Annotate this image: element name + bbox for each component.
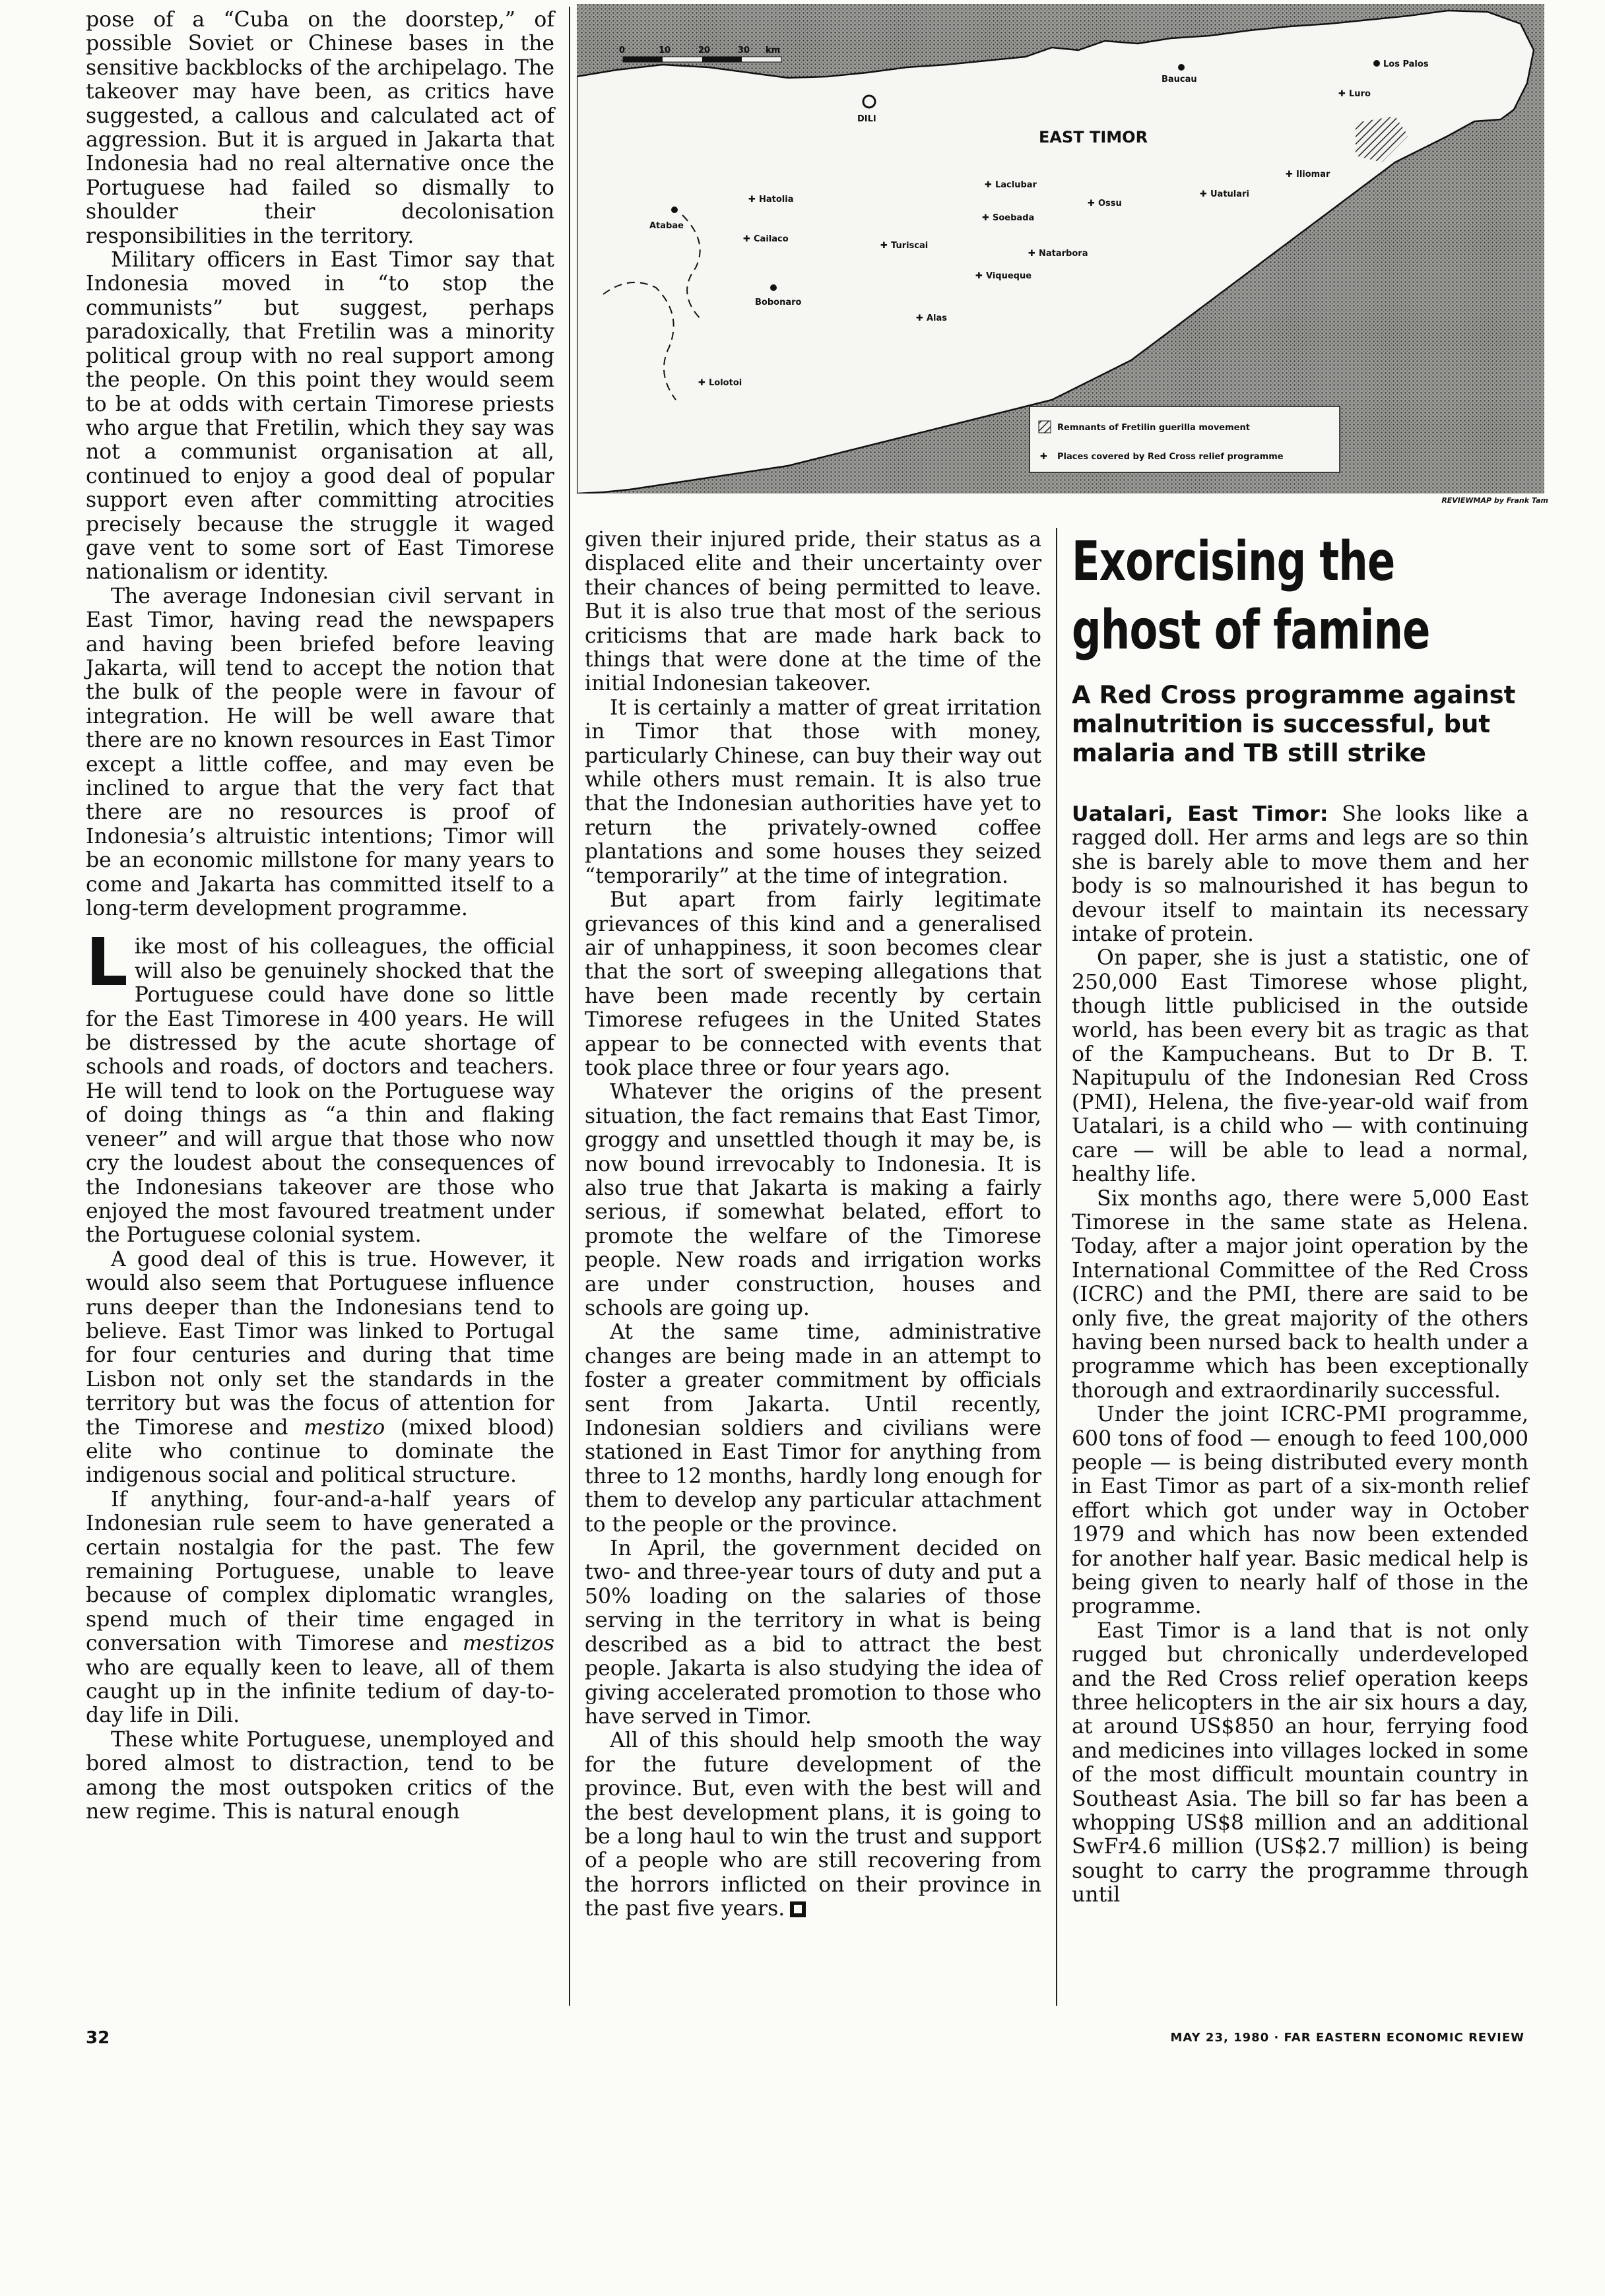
place-label: Viqueque xyxy=(986,271,1032,281)
page-number: 32 xyxy=(86,2028,110,2048)
place-label: Atabae xyxy=(649,221,684,231)
place-label: Hatolia xyxy=(759,195,794,205)
relief-cross-icon: ✚ xyxy=(743,234,750,244)
headline: Exorcising the ghost of famine xyxy=(1072,530,1430,662)
relief-cross-icon: ✚ xyxy=(880,241,888,251)
place-label: Bobonaro xyxy=(755,298,802,307)
paragraph: But apart from fairly legitimate grievances of this kind and a generalised air of unhappiness, it soon becomes clear that the sort of sweeping allegations that have been made recently by certain Timorese refugees in the United States appear to be connected with events that took place three or four years ago. xyxy=(585,888,1041,1080)
relief-cross-icon: ✚ xyxy=(916,313,923,323)
place-marker xyxy=(743,234,789,244)
map-legend xyxy=(1030,406,1340,472)
place-label: Cailaco xyxy=(754,234,789,244)
scale-tick: 0 xyxy=(619,46,626,55)
relief-cross-icon: ✚ xyxy=(1028,249,1035,259)
dek: A Red Cross programme against malnutrition is successful, but malaria and TB still strike xyxy=(1072,681,1516,767)
legend-label: Places covered by Red Cross relief programme xyxy=(1057,452,1284,462)
paragraph: In April, the government decided on two- and three-year tours of duty and put a 50% loading on the salaries of those serving in the territory in what is being described as a bid to attract the best people. Jakarta is also studying the idea of giving accelerated promotion to those who have served in Timor. xyxy=(585,1537,1041,1729)
place-label: Iliomar xyxy=(1296,170,1330,179)
relief-cross-icon: ✚ xyxy=(1338,89,1346,99)
place-marker xyxy=(698,378,742,388)
paragraph: On paper, she is just a statistic, one of 250,000 East Timorese whose plight, though little publicised in the outside world, has been every bit as tragic as that of the Kampucheans. But to Dr B. T. Napitupulu of the Indonesian Red Cross (PMI), Helena, the five-year-old waif from Uatalari, is a child who — with continuing care — will be able to lead a normal, healthy life. xyxy=(1072,946,1528,1187)
paragraph: pose of a “Cuba on the doorstep,” of possible Soviet or Chinese bases in the sensitive backblocks of the archipelago. The takeover may have been, as critics have suggested, a callous and calculated act of aggression. But it is argued in Jakarta that Indonesia had no real alternative once the Portuguese had failed so dismally to shoulder their decolonisation responsibilities in the territory. xyxy=(86,8,554,248)
place-label: Turiscai xyxy=(891,241,929,251)
place-label: Los Palos xyxy=(1383,59,1429,69)
paragraph: Whatever the origins of the present situation, the fact remains that East Timor, groggy and unsettled though it may be, is now bound irrevocably to Indonesia. It is also true that Jakarta is making a fairly serious, if somewhat belated, effort to promote the welfare of the Timorese people. New roads and irrigation works are under construction, houses and schools are going up. xyxy=(585,1080,1041,1320)
relief-cross-icon: ✚ xyxy=(975,271,983,281)
east-timor-map xyxy=(577,4,1544,494)
column-rule xyxy=(569,7,570,2006)
relief-cross-icon: ✚ xyxy=(1088,199,1095,208)
place-label: Lolotoi xyxy=(709,378,742,388)
place-marker xyxy=(748,195,793,205)
scale-tick: 30 xyxy=(738,46,750,55)
relief-cross-icon: ✚ xyxy=(982,213,989,223)
place-marker xyxy=(916,313,947,323)
map-region-label: EAST TIMOR xyxy=(1039,128,1148,146)
place-label: Soebada xyxy=(993,213,1035,223)
paragraph: These white Portuguese, unemployed and bored almost to distraction, tend to be among the most outspoken critics of the new regime. This is natural enough xyxy=(86,1727,554,1824)
place-label: Baucau xyxy=(1162,75,1197,84)
italic-run: mestizo xyxy=(304,1415,385,1440)
end-mark-icon xyxy=(790,1901,806,1917)
text-run: If anything, four-and-a-half years of Indonesian rule seem to have generated a certain nostalgia for the past. The few remaining Portuguese, unable to leave because of complex diplomatic wrangles, spend much of their time engaged in conversation with Timorese and xyxy=(86,1487,554,1656)
paragraph xyxy=(86,1488,554,1728)
article-column-3 xyxy=(1072,802,1528,1907)
legend-cross-symbol: ✚ xyxy=(1040,452,1047,462)
relief-cross-icon: ✚ xyxy=(1200,189,1207,199)
scale-tick: 10 xyxy=(659,46,671,55)
italic-run: mestizos xyxy=(462,1632,554,1656)
place-marker xyxy=(1286,170,1330,179)
place-marker xyxy=(880,241,928,251)
lead-paragraph xyxy=(1072,802,1528,946)
column-rule xyxy=(1056,528,1057,2006)
map-credit: REVIEWMAP by Frank Tam xyxy=(1441,496,1548,505)
dateline: Uatalari, East Timor: xyxy=(1072,802,1328,826)
paragraph: East Timor is a land that is not only rugged but chronically underdeveloped and the Red Cross relief operation keeps three helicopters in the air six hours a day, at around US$850 an hour, ferrying food and medicines into villages locked in some of the most difficult mountain country in Southeast Asia. The bill so far has been a whopping US$8 million and an additional SwFr4.6 million (US$2.7 million) is being sought to carry the programme through until xyxy=(1072,1618,1528,1907)
paragraph: Under the joint ICRC-PMI programme, 600 tons of food — enough to feed 100,000 people — is being distributed every month in East Timor as part of a six-month relief effort which got under way in October 1979 and which has now been extended for another half year. Basic medical help is being given to nearly half of those in the programme. xyxy=(1072,1403,1528,1619)
paragraph xyxy=(585,1729,1041,1921)
place-marker xyxy=(1088,199,1122,208)
legend-label: Remnants of Fretilin guerilla movement xyxy=(1057,423,1250,433)
paragraph: It is certainly a matter of great irritation in Timor that those with money, particularly Chinese, can buy their way out while others must remain. It is also true that the Indonesian authorities have yet to return the privately-owned coffee plantations and some houses they seized “temporarily” at the time of integration. xyxy=(585,695,1041,888)
place-label: Laclubar xyxy=(995,180,1037,190)
article-column-1 xyxy=(86,8,554,1824)
paragraph: The average Indonesian civil servant in East Timor, having read the newspapers and having been briefed before leaving Jakarta, will tend to accept the notion that the bulk of the people were in favour of integration. He will be well aware that there are no known resources in East Timor except a little coffee, and may even be inclined to argue that the very fact that there are no resources is proof of Indonesia’s altruistic intentions; Timor will be an economic millstone for many years to come and Jakarta has committed itself to a long-term development programme. xyxy=(86,584,554,921)
place-label: Luro xyxy=(1349,89,1371,99)
place-label: Uatulari xyxy=(1210,189,1249,199)
scale-unit: km xyxy=(766,46,781,55)
place-label: Ossu xyxy=(1098,199,1122,208)
paragraph: given their injured pride, their status as a displaced elite and their uncertainty over their chances of being permitted to leave. But it is also true that most of the serious criticisms that are made hark back to things that were done at the time of the initial Indonesian takeover. xyxy=(585,528,1041,696)
paragraph: Military officers in East Timor say that Indonesia moved in “to stop the communists” but suggest, perhaps paradoxically, that Fretilin was a minority political group with no real support among the people. On this point they would seem to be at odds with certain Timorese priests who argue that Fretilin, which they say was not a communist organisation at all, continued to enjoy a good deal of popular support even after committing atrocities precisely because the struggle it waged gave vent to some sort of East Timorese nationalism or identity. xyxy=(86,248,554,585)
issue-line: MAY 23, 1980 · FAR EASTERN ECONOMIC REVIEW xyxy=(1170,2031,1524,2045)
relief-cross-icon: ✚ xyxy=(985,180,992,190)
legend-hatch-swatch xyxy=(1039,421,1051,433)
paragraph xyxy=(86,1248,554,1488)
relief-cross-icon: ✚ xyxy=(698,378,705,388)
text-run: All of this should help smooth the way for the future development of the province. But, even with the best will and the best development plans, it is going to be a long haul to win the trust and support of a people who are still recovering from the horrors inflicted on their province in the past five years. xyxy=(585,1729,1041,1921)
paragraph-text: ike most of his colleagues, the official will also be genuinely shocked that the Portuguese could have done so little for the East Timorese in 400 years. He will be distressed by the acute shortage of schools and roads, of doctors and teachers. He will tend to look on the Portuguese way of doing things as “a thin and flaking veneer” and will argue that those who now cry the loudest about the consequences of the Indonesians takeover are those who enjoyed the most favoured treatment under the Portuguese colonial system. xyxy=(86,935,554,1248)
text-run: She looks like a ragged doll. Her arms and legs are so thin she is barely able to move them and her body is so malnourished it has begun to devour itself to maintain its necessary intake of protein. xyxy=(1072,802,1528,947)
text-run: who are equally keen to leave, all of them caught up in the infinite tedium of day-to-day life in Dili. xyxy=(86,1655,554,1728)
drop-cap: L xyxy=(86,924,128,1002)
article-column-2 xyxy=(585,528,1041,1921)
paragraph: Six months ago, there were 5,000 East Timorese in the same state as Helena. Today, after a major joint operation by the International Committee of the Red Cross (ICRC) and the PMI, there are said to be only five, the great majority of the others having been nursed back to health under a programme which has been exceptionally thorough and extraordinarily successful. xyxy=(1072,1186,1528,1403)
place-label: DILI xyxy=(857,114,876,124)
dropcap-paragraph xyxy=(86,924,554,1248)
relief-cross-icon: ✚ xyxy=(748,195,756,205)
scale-tick: 20 xyxy=(698,46,711,55)
relief-cross-icon: ✚ xyxy=(1286,170,1293,179)
text-run: (mixed blood) elite who continue to dominate the indigenous social and political structure. xyxy=(86,1415,554,1488)
place-label: Alas xyxy=(927,313,948,323)
place-label: Natarbora xyxy=(1039,249,1088,259)
place-marker xyxy=(1338,89,1371,99)
text-run: A good deal of this is true. However, it would also seem that Portuguese influence runs deeper than the Indonesians tend to believe. East Timor was linked to Portugal for four centuries and during that time Lisbon not only set the standards in the territory but was the focus of attention for the Timorese and xyxy=(86,1247,554,1440)
paragraph: At the same time, administrative changes are being made in an attempt to foster a greater commitment by officials sent from Jakarta. Until recently, Indonesian soldiers and civilians were stationed in East Timor for anything from three to 12 months, hardly long enough for them to develop any particular attachment to the people or the province. xyxy=(585,1320,1041,1537)
